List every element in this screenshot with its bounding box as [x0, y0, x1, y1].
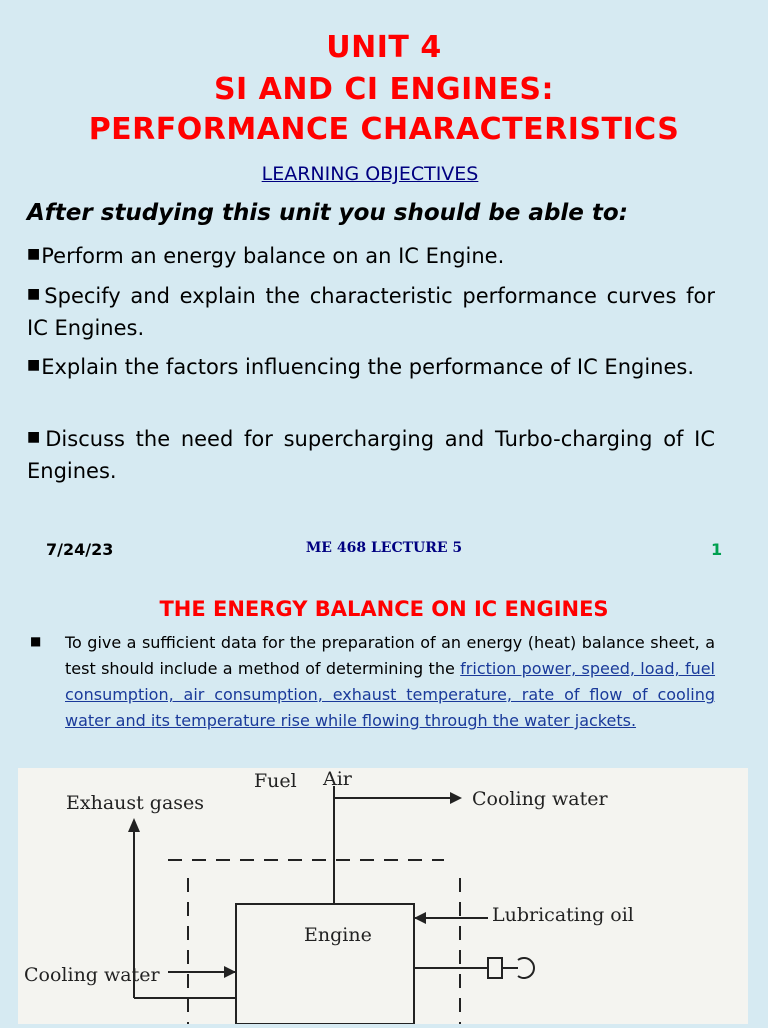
square-bullet-icon: ■	[27, 246, 41, 262]
square-bullet-icon: ■	[27, 357, 41, 373]
footer-lecture: ME 468 LECTURE 5	[305, 540, 463, 556]
engine-label: Engine	[304, 924, 372, 946]
engine-box	[236, 904, 414, 1024]
footer-page-number: 1	[711, 540, 723, 559]
exhaust-gases-label: Exhaust gases	[66, 792, 205, 814]
square-bullet-icon: ■	[27, 429, 45, 445]
cooling-water-in-arrowhead	[224, 966, 236, 978]
engine-energy-diagram	[18, 768, 748, 1024]
objective-bullet: ■Specify and explain the characteristic performance curves for IC Engines.	[27, 284, 715, 340]
lubricating-oil-label: Lubricating oil	[492, 904, 634, 926]
cooling-water-in-label: Cooling water	[24, 964, 160, 986]
energy-balance-title: THE ENERGY BALANCE ON IC ENGINES	[159, 597, 609, 621]
objective-bullet: ■Perform an energy balance on an IC Engine.	[27, 244, 505, 268]
unit-subtitle: SI AND CI ENGINES:	[213, 72, 555, 107]
exhaust-arrowhead	[128, 818, 140, 832]
cooling-water-out-label: Cooling water	[472, 788, 608, 810]
unit-title: UNIT 4	[326, 30, 442, 65]
test-parameters-link[interactable]: friction power, speed, load, fuel consumption, air consumption, exhaust temperature, rate of flow of cooling water and its temperature rise while flowing through the water jackets.	[65, 659, 716, 730]
energy-balance-paragraph: To give a sufficient data for the preparation of an energy (heat) balance sheet, a test should include a method of determining the friction power, speed, load, fuel consumption, air consumption, exhaust temperature, rate of flow of cooling water and its temperature rise while flowing through the water jackets.	[65, 633, 716, 730]
square-bullet-icon: ■	[27, 286, 44, 302]
coupling-box	[488, 958, 502, 978]
unit-topic: PERFORMANCE CHARACTERISTICS	[88, 112, 680, 147]
intro-text: After studying this unit you should be able to:	[27, 200, 628, 226]
learning-objectives-heading: LEARNING OBJECTIVES	[261, 163, 479, 185]
fuel-label: Fuel	[254, 770, 297, 792]
rotation-arrow-icon	[518, 958, 534, 978]
lube-oil-arrowhead	[414, 912, 426, 924]
air-label: Air	[323, 768, 352, 790]
cooling-water-arrowhead	[450, 792, 462, 804]
footer-date: 7/24/23	[46, 540, 114, 559]
objective-bullet: ■Explain the factors influencing the performance of IC Engines.	[27, 355, 695, 379]
objective-bullet: ■Discuss the need for supercharging and Turbo-charging of IC Engines.	[27, 427, 715, 483]
square-bullet-icon: ■	[30, 634, 42, 648]
slide-2	[0, 580, 768, 1024]
